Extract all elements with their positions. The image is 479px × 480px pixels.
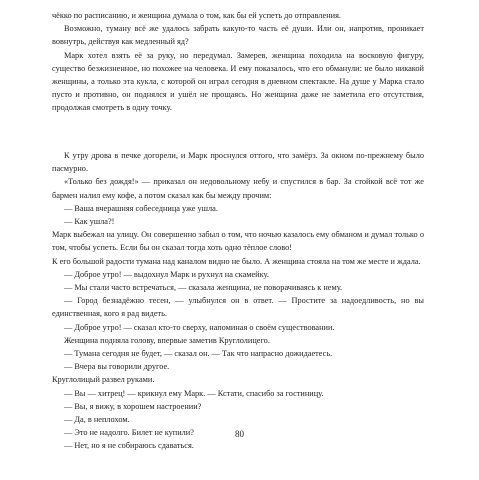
paragraph: — Тумана сегодня не будет, — сказал он. — Так что напрасно дожидаетесь. bbox=[64, 349, 333, 359]
paragraph: — Да, в неплохом. bbox=[64, 415, 130, 425]
paragraph: Круглолицый развел руками. bbox=[52, 375, 155, 385]
paragraph: — Мы стали часто встречаться, — сказала женщина, не поворачиваясь к нему. bbox=[64, 283, 343, 293]
text-block-top bbox=[52, 9, 424, 115]
page-number: 80 bbox=[235, 429, 244, 439]
paragraph: — Ваша вчерашняя собеседница уже ушла. bbox=[64, 203, 218, 213]
paragraph: — Нет, но я не собираюсь сдаваться. bbox=[64, 441, 194, 451]
paragraph: К утру дрова в печке догорели, и Марк проснулся оттого, что замёрз. За окном по-прежнему было пасмурно. bbox=[52, 151, 424, 174]
paragraph: Марк хотел взять её за руку, но передумал. Замерев, женщина походила на восковую фигуру, существо безжизненное, но похожее на человека. И ему показалось, что его обманули: не было никакой женщины, а только эта кукла, с которой он играл сегодня в дневном спектакле. На душе у Марка стало пусто и противно, он поднялся и ушёл не прощаясь. Но женщина даже не заметила его отсутствия, продолжая смотреть в одну точку. bbox=[52, 50, 424, 113]
paragraph: «Только без дождя!» — приказал он недовольному небу и спустился в бар. За стойкой всё тот же бармен налил ему кофе, а потом сказал как бы между прочим: bbox=[52, 177, 424, 200]
paragraph: — Вчера вы говорили другое. bbox=[64, 362, 170, 372]
paragraph: — Как ушла?! bbox=[64, 217, 115, 227]
paragraph: Марк выбежал на улицу. Он совершенно забыл о том, что ночью казалось ему обманом и думал только о том, чтобы успеть. Если бы он сказал тогда хоть одно тёплое слово! bbox=[52, 230, 424, 253]
paragraph: Женщина подняла голову, впервые заметив Круглолицего. bbox=[64, 335, 270, 345]
paragraph: — Доброе утро! — сказал кто-то сверху, напоминая о своём существовании. bbox=[64, 322, 335, 332]
paragraph: К его большой радости тумана над каналом видно не было. А женщина стояла на том же месте и ждала. bbox=[52, 256, 421, 266]
paragraph: — Это не надолго. Билет не купили? bbox=[64, 428, 194, 438]
paragraph: — Вы, я вижу, в хорошем настроении? bbox=[64, 401, 202, 411]
paragraph: Возможно, туману всё же удалось забрать какую-то часть её души. Или он, напротив, проникает вовнутрь, действуя как медленный яд? bbox=[52, 24, 424, 47]
paragraph: — Доброе утро! — выдохнул Марк и рухнул на скамейку. bbox=[64, 269, 269, 279]
paragraph: — Город безнадёжно тесен, — улыбнулся он в ответ. — Простите за надоедливость, но вы единственная, кого я рад видеть. bbox=[52, 296, 424, 319]
paragraph: — Вы — хитрец! — крикнул ему Марк. — Кстати, спасибо за гостиницу. bbox=[64, 388, 324, 398]
paragraph: чёкко по расписанию, и женщина думала о том, как бы ей успеть до отправления. bbox=[52, 11, 341, 20]
text-block-bottom bbox=[52, 149, 424, 453]
